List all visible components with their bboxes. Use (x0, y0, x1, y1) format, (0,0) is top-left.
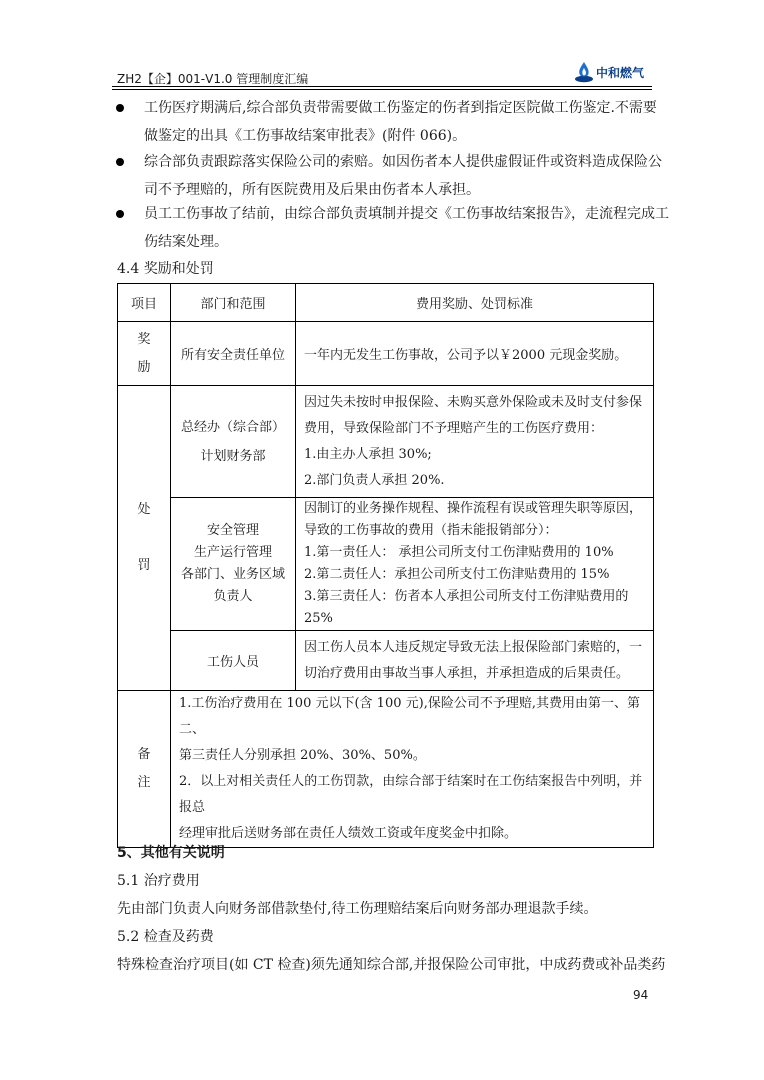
subsection-heading: 5.2 检查及药费 (117, 929, 214, 945)
header-cell: 费用奖励、处罚标准 (296, 284, 654, 322)
remarks-row (118, 691, 654, 848)
penalty-dept: 总经办（综合部） 计划财务部 (171, 386, 296, 498)
reward-penalty-table (117, 283, 654, 848)
remarks-text: 1.工伤治疗费用在 100 元以下(含 100 元),保险公司不予理赔,其费用由第一、第二、 第三责任人分别承担 20%、30%、50%。 2．以上对相关责任人的工伤罚款，由综合部于结案时在工伤结案报告中列明，并报总 经理审批后送财务部在责任人绩效工资或年度奖金中扣除。 (171, 691, 654, 848)
reward-dept: 所有安全责任单位 (171, 322, 296, 386)
document-header-title: ZH2【企】001-V1.0 管理制度汇编 (117, 72, 309, 86)
penalty-dept: 安全管理 生产运行管理 各部门、业务区域 负责人 (171, 498, 296, 631)
bullet-text-line: 司不予理赔的，所有医院费用及后果由伤者本人承担。 (144, 182, 480, 198)
header-divider-thin (112, 89, 652, 90)
bullet-dot-icon (116, 210, 124, 218)
bullet-text-line: 工伤医疗期满后,综合部负责带需要做工伤鉴定的伤者到指定医院做工伤鉴定.不需要 (144, 100, 657, 116)
reward-standard: 一年内无发生工伤事故，公司予以￥2000 元现金奖励。 (296, 322, 654, 386)
section-heading: 5、其他有关说明 (117, 845, 225, 861)
table-header-row (118, 284, 654, 322)
logo-text: 中和燃气 (596, 65, 645, 80)
header-divider (112, 86, 652, 87)
flame-logo-icon (574, 61, 594, 83)
bullet-item (116, 94, 661, 150)
penalty-row (118, 631, 654, 691)
bullet-text-line: 员工工伤事故了结前，由综合部负责填制并提交《工伤事故结案报告》，走流程完成工 (144, 206, 669, 222)
penalty-label: 处 罚 (118, 386, 171, 691)
paragraph: 特殊检查治疗项目(如 CT 检查)须先通知综合部,并报保险公司审批，中成药费或补品类药 (117, 957, 666, 973)
section-heading: 4.4 奖励和处罚 (117, 261, 214, 277)
company-logo (574, 60, 644, 84)
penalty-standard: 因过失未按时申报保险、未购买意外保险或未及时支付参保费用，导致保险部门不予理赔产生的工伤医疗费用： 1.由主办人承担 30%; 2.部门负责人承担 20%. (296, 386, 654, 498)
penalty-row (118, 386, 654, 498)
paragraph: 先由部门负责人向财务部借款垫付,待工伤理赔结案后向财务部办理退款手续。 (117, 901, 598, 917)
bullet-item (116, 200, 669, 256)
subsection-heading: 5.1 治疗费用 (117, 873, 200, 889)
bullet-text-line: 伤结案处理。 (144, 234, 228, 250)
header-cell: 项目 (118, 284, 171, 322)
penalty-dept: 工伤人员 (171, 631, 296, 691)
bullet-text-line: 做鉴定的出具《工伤事故结案审批表》(附件 066)。 (144, 128, 467, 144)
reward-label: 奖 励 (118, 322, 171, 386)
bullet-dot-icon (116, 104, 124, 112)
header-cell: 部门和范围 (171, 284, 296, 322)
penalty-standard: 因制订的业务操作规程、操作流程有误或管理失职等原因，导致的工伤事故的费用（指未能报销部分）： 1.第一责任人： 承担公司所支付工伤津贴费用的 10% 2.第二责任人：承担公司所支付工伤津贴费用的 15% 3.第三责任人：伤者本人承担公司所支付工伤津贴费用的 25% (296, 498, 654, 631)
penalty-standard: 因工伤人员本人违反规定导致无法上报保险部门索赔的，一切治疗费用由事故当事人承担，并承担造成的后果责任。 (296, 631, 654, 691)
penalty-row (118, 498, 654, 631)
bullet-item (116, 148, 661, 204)
bullet-dot-icon (116, 158, 124, 166)
remarks-label: 备 注 (118, 691, 171, 848)
page-number: 94 (633, 988, 649, 1002)
reward-row (118, 322, 654, 386)
bullet-text-line: 综合部负责跟踪落实保险公司的索赔。如因伤者本人提供虚假证件或资料造成保险公 (144, 154, 662, 170)
